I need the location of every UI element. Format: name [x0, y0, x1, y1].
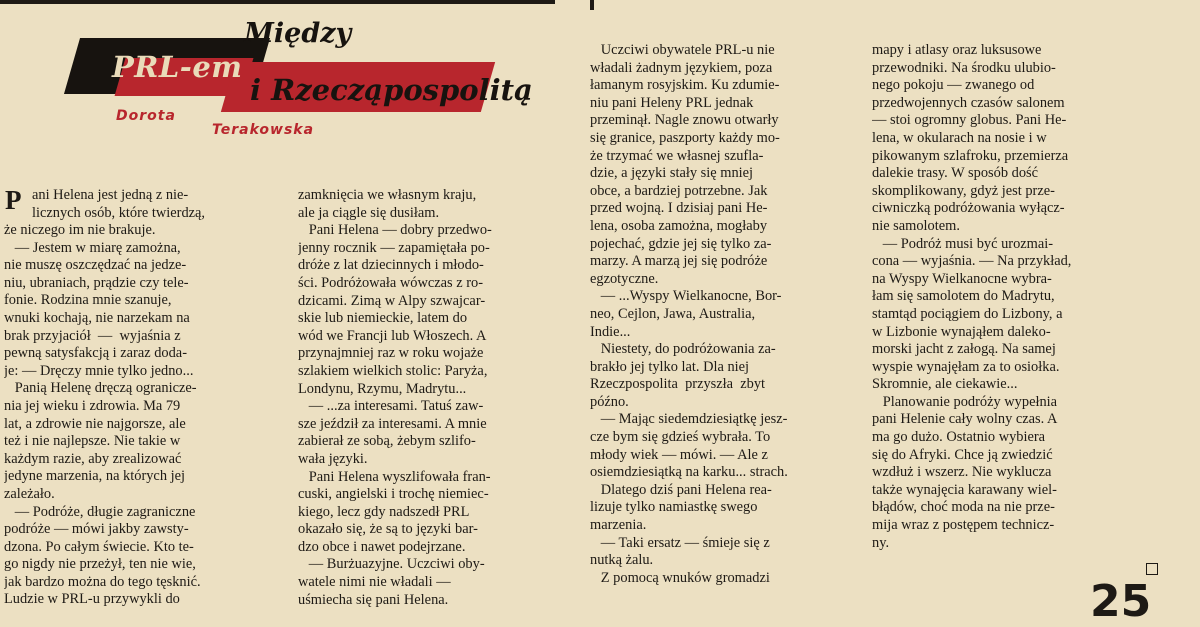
title-rzeczpospolita: i Rzecząpospolitą	[250, 73, 533, 107]
title-prl: PRL-em	[112, 50, 243, 84]
column-1: że niczego im nie brakuje. — Jestem w miarę zamożna, nie muszę oszczędzać na jedze- niu, ubraniach, prądzie czy tele- fonie. Rodzina mnie szanuje, wnuki kochają, nie narzekam na brak przyjaciół — wyjaśnia z pewną satysfakcją i zaraz doda- je: — Dręczy mnie tylko jedno... Panią Helenę dręczą ogranicze- nia jej wieku i zdrowia. Ma 79 lat, a zdrowie nie najgorsze, ale też i nie najlepsze. Nie takie w każdym razie, aby zrealizować jedyne marzenia, na których jej zależało. — Podróże, długie zagraniczne podróże — mówi jakby zawsty- dzona. Po całym świecie. Kto te- go nigdy nie przeżył, ten nie wie, jak bardzo można do tego tęsknić. Ludzie w PRL-u przywykli do	[4, 222, 201, 608]
title-miedzy: Między	[244, 18, 352, 49]
column-1-opening: ani Helena jest jedną z nie- licznych osób, które twierdzą,	[32, 187, 206, 221]
drop-cap: P	[5, 185, 22, 215]
column-4: mapy i atlasy oraz luksusowe przewodniki. Na środku ulubio- nego pokoju — zwanego od przedwojennych czasów salonem — stoi ogromny globus. Pani He- lena, w okularach na nosie i w pikowanym szlafroku, przemierza dalekie trasy. W sposób dość skomplikowany, gdyż jest prze- ciwniczką podróżowania wyłącz- nie samolotem. — Podróż musi być urozmai- cona — wyjaśnia. — Na przykład, na Wyspy Wielkanocne wybra- łam się samolotem do Madrytu, stamtąd pociągiem do Lizbony, a w Lizbonie wynająłem dalеko- morski jacht z załogą. Na samej wyspie wynajęłam za to osiołka. Skromnie, ale ciekawie... Planowanie podróży wypełnia pani Helenie cały wolny czas. A ma go dużo. Ostatnio wybiera się do Afryki. Chce ją zwiedzić wzdłuż i wszerz. Nie wyklucza także wynajęcia karawany wiel- błądów, choć moda na nie prze- mija wraz z postępem technicz- ny.	[872, 42, 1072, 551]
end-of-article-mark	[1146, 563, 1158, 575]
article-header	[0, 0, 590, 180]
column-2: zamknięcia we własnym kraju, ale ja ciągle się dusiłam. Pani Helena — dobry przedwo- jenny rocznik — zapamiętała po- dróże z lat dziecinnych i młodo- ści. Podróżowała wówczas z ro- dzicami. Zimą w Alpy szwajcar- skie lub niemieckie, latem do wód we Francji lub Włoszech. A przynajmniej raz w roku wojaże szlakiem wielkich stolic: Paryża, Londynu, Rzymu, Madrytu... — ...za interesami. Tatuś zaw- sze jeździł za interesami. A mnie zabierał ze sobą, żebym szlifo- wała języki. Pani Helena wyszlifowała fran- cuski, angielski i trochę niemiec- kiego, lecz gdy nadszedł PRL okazało się, że są to języki bar- dzo obce i nawet podejrzane. — Burżuazyjne. Uczciwi oby- watele nimi nie władali — uśmiecha się pani Helena.	[298, 187, 492, 608]
column-divider-tick	[590, 0, 594, 10]
author-first-name: Dorota	[116, 108, 176, 124]
page-number: 25	[1090, 576, 1152, 627]
column-3: Uczciwi obywatele PRL-u nie władali żadnym językiem, poza łamanym rosyjskim. Ku zdumie- niu pani Heleny PRL jednak przeminął. Nagle znowu otwarły się granice, paszporty każdy mo- że trzymać we własnej szufla- dzie, a języki stały się mniej obce, a bardziej potrzebne. Jak przed wojną. I dzisiaj pani He- lena, osoba zamożna, mogłaby pojechać, gdzie jej się tylko za- marzy. A marzą jej się podróże egzotyczne. — ...Wyspy Wielkanocne, Bor- neo, Cejlon, Jawa, Australia, Indie... Niestety, do podróżowania za- brakło jej tylko lat. Dla niej Rzeczpospolita przyszła zbyt późno. — Mając siedemdziesiątkę jesz- cze bym się gdzieś wybrała. To młody wiek — mówi. — Ale z osiemdziesiątką na karku... strach. Dlatego dziś pani Helena rea- lizuje tylko namiastkę swego marzenia. — Taki ersatz — śmieje się z nutką żalu. Z pomocą wnuków gromadzi	[590, 42, 788, 586]
author-last-name: Terakowska	[212, 122, 315, 138]
